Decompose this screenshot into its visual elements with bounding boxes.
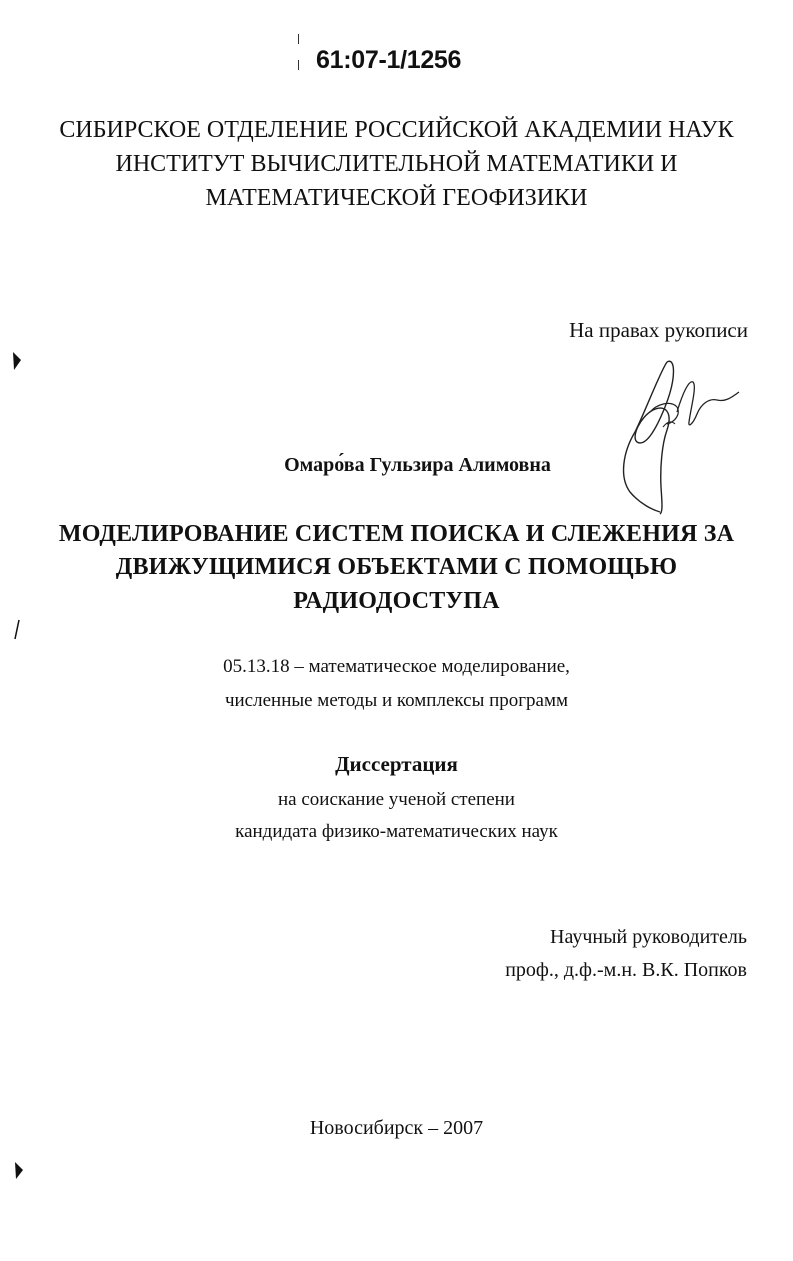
title-line: РАДИОДОСТУПА xyxy=(293,588,500,614)
place-and-year: Новосибирск – 2007 xyxy=(309,1117,484,1139)
specialty-line: 05.13.18 – математическое моделирование, xyxy=(223,656,570,677)
title-line: МОДЕЛИРОВАНИЕ СИСТЕМ ПОИСКА И СЛЕЖЕНИЯ ЗА xyxy=(58,521,735,547)
signature-icon xyxy=(605,352,755,522)
work-type: Диссертация xyxy=(335,752,458,776)
catalog-number: 61:07-1/1256 xyxy=(316,46,462,74)
rights-note: На правах рукописи xyxy=(569,318,748,342)
scan-mark-tick xyxy=(298,60,299,70)
scan-mark-icon xyxy=(10,618,24,642)
specialty-line: численные методы и комплексы программ xyxy=(224,690,569,711)
supervisor-name: проф., д.ф.-м.н. В.К. Попков xyxy=(505,959,747,981)
degree-line: на соискание ученой степени xyxy=(278,789,515,810)
title-line: ДВИЖУЩИМИСЯ ОБЪЕКТАМИ С ПОМОЩЬЮ xyxy=(115,554,678,580)
organization-line: ИНСТИТУТ ВЫЧИСЛИТЕЛЬНОЙ МАТЕМАТИКИ И xyxy=(115,151,678,177)
supervisor-label: Научный руководитель xyxy=(550,926,747,948)
degree-line: кандидата физико-математических наук xyxy=(235,821,558,842)
scan-mark-icon xyxy=(10,350,24,374)
organization-line: МАТЕМАТИЧЕСКОЙ ГЕОФИЗИКИ xyxy=(205,185,588,211)
author-name: Омаро́ва Гульзира Алимовна xyxy=(284,454,551,476)
organization-line: СИБИРСКОЕ ОТДЕЛЕНИЕ РОССИЙСКОЙ АКАДЕМИИ НАУК xyxy=(59,117,734,143)
scan-mark-icon xyxy=(12,1160,26,1182)
scan-mark-tick xyxy=(298,34,299,44)
